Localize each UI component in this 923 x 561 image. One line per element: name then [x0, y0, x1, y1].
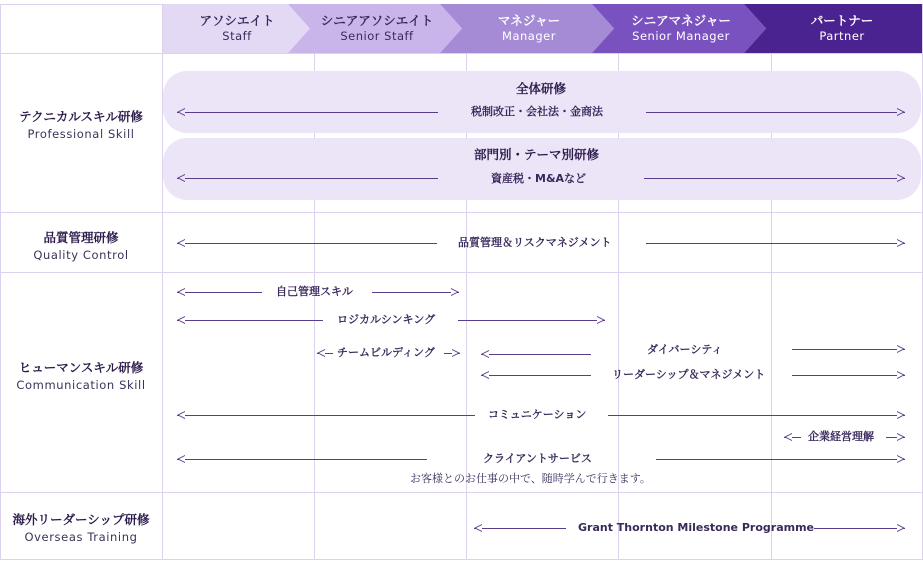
level-header-senior-manager — [592, 4, 766, 53]
arrow-left — [474, 524, 566, 533]
column-divider — [162, 4, 163, 560]
general-training-subtitle: 税制改正・会社法・金商法 — [471, 105, 603, 118]
leadership-label: リーダーシップ＆マネジメント — [612, 368, 766, 381]
arrow-left — [177, 455, 427, 464]
arrow-right — [646, 239, 905, 248]
quality-risk-label: 品質管理＆リスクマネジメント — [458, 236, 612, 249]
row-divider — [0, 492, 923, 493]
category-title-jp: ヒューマンスキル研修 — [18, 360, 144, 375]
dept-training-title: 部門別・テーマ別研修 — [474, 147, 600, 162]
category-title-jp: 海外リーダーシップ研修 — [12, 512, 150, 527]
level-label-senior-staff — [302, 13, 452, 43]
category-title-en: Communication Skill — [16, 378, 146, 392]
arrow-left — [177, 174, 438, 183]
category-overseas — [0, 511, 162, 546]
level-title-jp: シニアアソシエイト — [320, 13, 434, 28]
arrow-left — [481, 350, 591, 359]
arrow-right — [656, 455, 905, 464]
team-building-label: チームビルディング — [337, 346, 435, 359]
arrow-left — [177, 108, 438, 117]
arrow-right — [458, 316, 605, 325]
category-quality — [0, 229, 162, 264]
level-label-senior-manager — [606, 13, 756, 43]
level-label-partner — [762, 13, 922, 43]
client-service-note: お客様とのお仕事の中で、随時学んで行きます。 — [410, 472, 651, 485]
arrow-right — [792, 345, 905, 354]
category-technical — [0, 108, 162, 143]
self-management-label: 自己管理スキル — [276, 285, 353, 298]
level-title-en: Manager — [502, 29, 556, 43]
row-divider — [0, 53, 923, 54]
level-title-jp: パートナー — [810, 13, 874, 28]
arrow-right — [646, 108, 905, 117]
level-header-manager — [440, 4, 614, 53]
arrow-right — [608, 411, 905, 420]
arrow-left — [177, 316, 323, 325]
level-title-jp: アソシエイト — [199, 13, 275, 28]
client-service-label: クライアントサービス — [483, 452, 592, 465]
communication-label: コミュニケーション — [488, 408, 587, 421]
level-title-en: Senior Staff — [340, 29, 414, 43]
level-title-en: Senior Manager — [632, 29, 730, 43]
category-title-jp: テクニカルスキル研修 — [19, 109, 143, 124]
category-title-en: Overseas Training — [24, 530, 138, 544]
category-title-en: Quality Control — [33, 248, 129, 262]
general-training-title: 全体研修 — [516, 81, 567, 96]
row-divider — [0, 212, 923, 213]
arrow-right — [814, 524, 905, 533]
arrow-left — [177, 411, 475, 420]
row-divider — [0, 272, 923, 273]
arrow-right — [644, 174, 905, 183]
dept-training-subtitle: 資産税・M&Aなど — [491, 172, 587, 185]
arrow-left — [317, 349, 333, 358]
arrow-left — [177, 288, 262, 297]
logical-thinking-label: ロジカルシンキング — [337, 313, 436, 326]
level-title-en: Partner — [819, 29, 865, 43]
arrow-right — [886, 433, 905, 442]
level-header-senior-staff — [288, 4, 462, 53]
arrow-right — [792, 371, 905, 380]
diversity-label: ダイバーシティ — [647, 343, 723, 356]
level-header-partner — [744, 4, 922, 53]
category-human — [0, 359, 162, 394]
arrow-left — [177, 239, 437, 248]
milestone-programme-label: Grant Thornton Milestone Programme — [578, 521, 815, 534]
level-label-manager — [454, 13, 604, 43]
arrow-right — [444, 349, 460, 358]
level-title-en: Staff — [222, 29, 252, 43]
arrow-right — [372, 288, 459, 297]
level-title-jp: マネジャー — [497, 13, 561, 28]
level-title-jp: シニアマネジャー — [631, 13, 731, 28]
business-understanding-label: 企業経営理解 — [808, 430, 874, 443]
arrow-left — [784, 433, 801, 442]
category-title-jp: 品質管理研修 — [43, 230, 119, 245]
arrow-left — [481, 371, 591, 380]
category-title-en: Professional Skill — [27, 127, 135, 141]
